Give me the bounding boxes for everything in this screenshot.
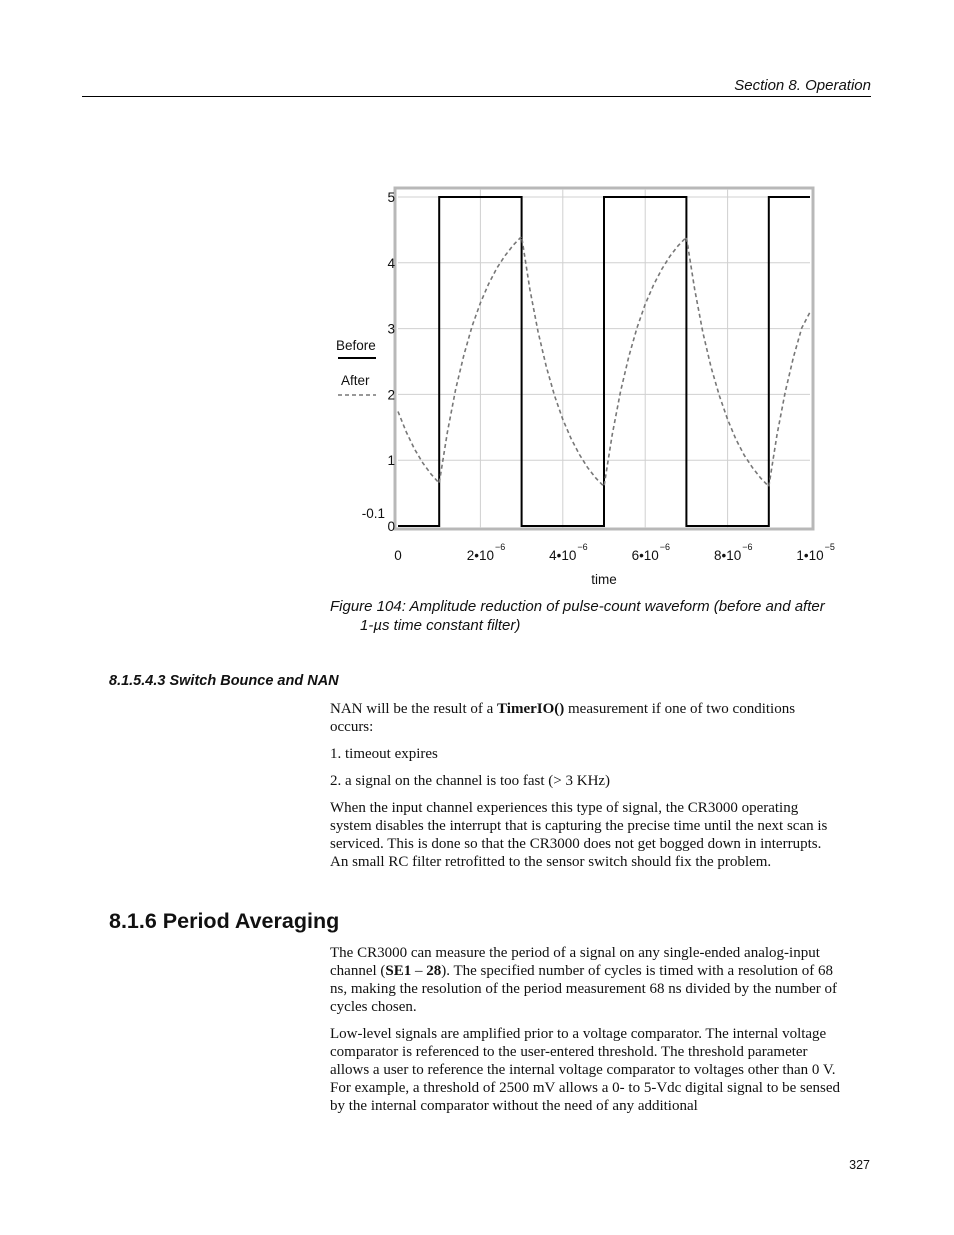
timerio-keyword: TimerIO() xyxy=(497,701,565,717)
section-title: Section 8. Operation xyxy=(734,77,871,94)
x-tick-label: 2•10 xyxy=(466,548,495,563)
figure-caption xyxy=(330,597,860,635)
x-tick-label: 8•10 xyxy=(713,548,742,563)
section-heading-period-averaging: 8.1.6 Period Averaging xyxy=(109,909,340,933)
condition-item-1: 1. timeout expires xyxy=(330,746,438,762)
y-tick-label: 0 xyxy=(387,519,395,534)
section-heading-switch-bounce: 8.1.5.4.3 Switch Bounce and NAN xyxy=(109,673,339,689)
y-tick-label: 3 xyxy=(387,321,395,337)
x-axis-label: time xyxy=(591,572,617,587)
legend-label-before: Before xyxy=(336,338,376,353)
x-tick-exponent: −6 xyxy=(495,542,506,552)
legend-label-after: After xyxy=(341,373,370,388)
page-header xyxy=(82,76,871,97)
chart-svg xyxy=(328,180,848,590)
y-tick-label: 2 xyxy=(387,387,395,403)
condition-item-2: 2. a signal on the channel is too fast (> 3 KHz) xyxy=(330,773,611,789)
y-tick-label: 4 xyxy=(387,255,395,271)
y-tick-label: -0.1 xyxy=(361,506,385,521)
period-paragraph-1: The CR3000 can measure the period of a signal on any single-ended analog-input channel (SE1 – 28). The specified number of cycles is timed with a resolution of 68 ns, making the resolution of the period measurement 68 ns divided by the number of cycles chosen. xyxy=(330,945,837,1015)
interrupt-paragraph: When the input channel experiences this type of signal, the CR3000 operating system disables the interrupt that is capturing the precise time until the next scan is serviced. This is done so that the CR3000 does not get bogged down in interrupts. An small RC filter retrofitted to the sensor switch should fix the problem. xyxy=(330,800,828,870)
caption-line-2: 1-µs time constant filter) xyxy=(360,617,521,634)
period-section-body xyxy=(330,944,842,1124)
figure-chart xyxy=(328,180,848,590)
x-tick-label: 6•10 xyxy=(631,548,659,563)
x-tick-exponent: −5 xyxy=(824,542,835,552)
series-line-before xyxy=(398,197,810,526)
nan-paragraph: NAN will be the result of a TimerIO() measurement if one of two conditions occurs: xyxy=(330,701,796,735)
period-paragraph-2: Low-level signals are amplified prior to a voltage comparator. The internal voltage comparator is referenced to the user-entered threshold. The threshold parameter allows a user to reference the internal voltage comparator to voltages other than 0 V. For example, a threshold of 2500 mV allows a 0- to 5-Vdc digital signal to be sensed by the internal comparator without the need of any additional xyxy=(330,1026,841,1114)
x-tick-exponent: −6 xyxy=(577,542,588,552)
caption-line-1: Figure 104: Amplitude reduction of pulse-count waveform (before and after xyxy=(330,598,825,615)
x-tick-label: 0 xyxy=(394,548,402,563)
nan-section-body xyxy=(330,700,842,880)
x-tick-exponent: −6 xyxy=(742,542,753,552)
x-tick-exponent: −6 xyxy=(659,542,671,552)
page-number: 327 xyxy=(849,1158,870,1172)
y-tick-label: 1 xyxy=(387,453,395,469)
y-tick-label: 5 xyxy=(387,190,395,205)
x-tick-label: 4•10 xyxy=(549,548,577,563)
x-tick-label: 1•10 xyxy=(796,548,824,563)
